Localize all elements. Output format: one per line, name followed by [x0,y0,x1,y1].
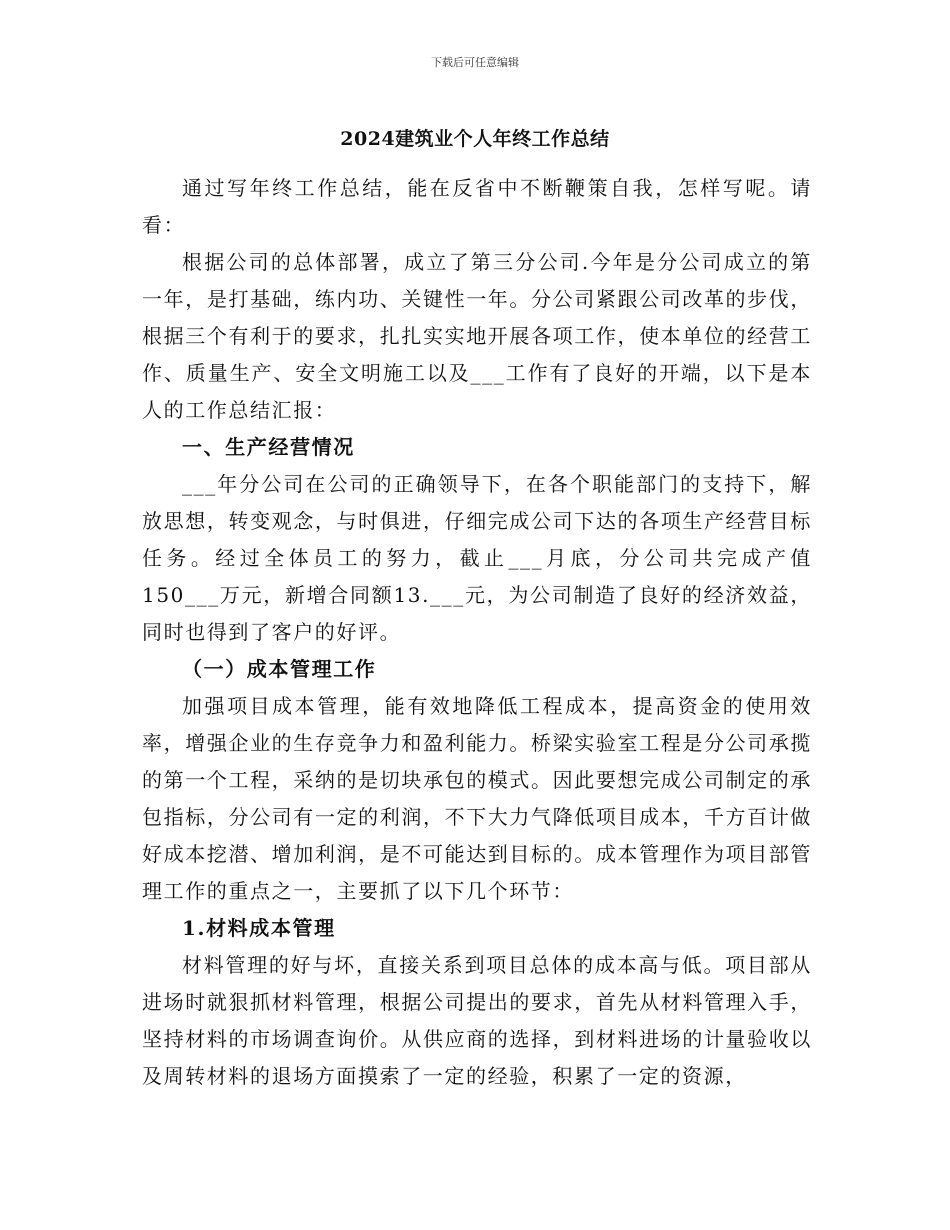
paragraph-overview: 根据公司的总体部署，成立了第三分公司.今年是分公司成立的第一年，是打基础，练内功、关键性一年。分公司紧跟公司改革的步伐，根据三个有利于的要求，扎扎实实地开展各项工作，使本单位的经营工作、质量生产、安全文明施工以及___工作有了良好的开端，以下是本人的工作总结汇报： [142,250,812,422]
document-title: 2024建筑业个人年终工作总结 [340,128,610,150]
paragraph-cost: 加强项目成本管理，能有效地降低工程成本，提高资金的使用效率，增强企业的生存竞争力和盈利能力。桥梁实验室工程是分公司承揽的第一个工程，采纳的是切块承包的模式。因此要想完成公司制定的承包指标，分公司有一定的利润，不下大力气降低项目成本，千方百计做好成本挖潜、增加利润，是不可能达到目标的。成本管理作为项目部管理工作的重点之一，主要抓了以下几个环节： [142,694,812,903]
page-header: 下载后可任意编辑 [431,56,519,69]
subsection-heading-cost: （一）成本管理工作 [182,657,377,681]
document-body [142,170,812,1095]
paragraph-production: ___年分公司在公司的正确领导下，在各个职能部门的支持下，解放思想，转变观念，与时俱进，仔细完成公司下达的各项生产经营目标任务。经过全体员工的努力，截止___月底，分公司共完成产值150___万元，新增合同额13.___元，为公司制造了良好的经济效益，同时也得到了客户的好评。 [142,472,812,644]
paragraph-intro: 通过写年终工作总结，能在反省中不断鞭策自我，怎样写呢。请看： [142,176,812,237]
paragraph-material: 材料管理的好与坏，直接关系到项目总体的成本高与低。项目部从进场时就狠抓材料管理，根据公司提出的要求，首先从材料管理入手，坚持材料的市场调查询价。从供应商的选择，到材料进场的计量验收以及周转材料的退场方面摸索了一定的经验，积累了一定的资源， [142,953,812,1088]
item-heading-material: 1.材料成本管理 [182,916,336,940]
section-heading-production: 一、生产经营情况 [182,435,355,459]
